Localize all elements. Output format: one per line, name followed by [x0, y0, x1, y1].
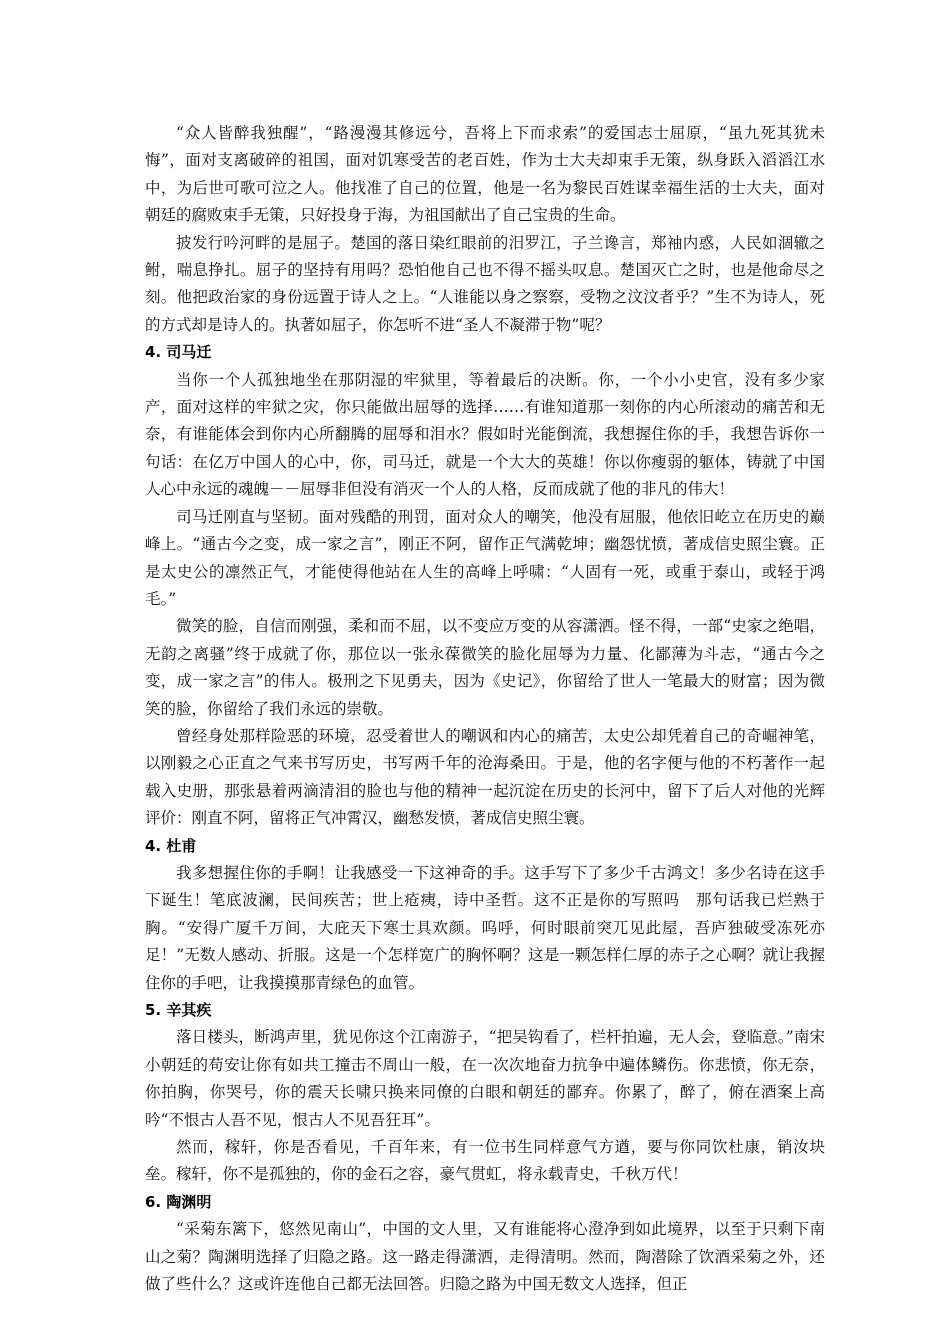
section-heading: 6. 陶渊明	[145, 1192, 212, 1211]
paragraph: 司马迁刚直与坚韧。面对残酷的刑罚，面对众人的嘲笑，他没有屈服，他依旧屹立在历史的巅峰上。“通古今之变，成一家之言”，刚正不阿，留作正气满乾坤；幽怨忧愤，著成信史照尘寰。正是太史公的凛然正气，才能使得他站在人生的高峰上呼啸：“人固有一死，或重于泰山，或轻于鸿毛。”	[145, 507, 825, 608]
section-qu-yuan	[145, 120, 825, 339]
paragraph: 披发行吟河畔的是屈子。楚国的落日染红眼前的汨罗江，子兰谗言，郑袖内惑，人民如涸辙之鲋，喘息挣扎。屈子的坚持有用吗？恐怕他自己也不得不摇头叹息。楚国灭亡之时，也是他命尽之刻。他把政治家的身份远置于诗人之上。“人谁能以身之察察，受物之汶汶者乎？”生不为诗人，死的方式却是诗人的。执著如屈子，你怎听不进“圣人不凝滞于物”呢？	[145, 233, 825, 334]
paragraph: 我多想握住你的手啊！让我感受一下这神奇的手。这手写下了多少千古鸿文！多少名诗在这手下诞生！笔底波澜，民间疾苦；世上疮痍，诗中圣哲。这不正是你的写照吗 那句话我已烂熟于胸。“安得广厦千万间，大庇天下寒士具欢颜。呜呼，何时眼前突兀见此屋，吾庐独破受冻死亦足！”无数人感动、折服。这是一个怎样宽广的胸怀啊？这是一颗怎样仁厚的赤子之心啊？就让我握住你的手吧，让我摸摸那青绿色的血管。	[145, 863, 825, 992]
essay-body	[145, 120, 825, 1298]
paragraph: 当你一个人孤独地坐在那阴湿的牢狱里，等着最后的决断。你，一个小小史官，没有多少家产，面对这样的牢狱之灾，你只能做出屈辱的选择……有谁知道那一刻你的内心所滚动的痛苦和无奈，有谁能体会到你内心所翻腾的屈辱和泪水？假如时光能倒流，我想握住你的手，我想告诉你一句话：在亿万中国人的心中，你，司马迁，就是一个大大的英雄！你以你瘦弱的躯体，铸就了中国人心中永远的魂魄－－屈辱非但没有消灭一个人的人格，反而成就了他的非凡的伟大！	[145, 370, 825, 499]
section-tao-yuanming	[145, 1189, 825, 1299]
paragraph: 曾经身处那样险恶的环境，忍受着世人的嘲讽和内心的痛苦，太史公却凭着自己的奇崛神笔，以刚毅之心正直之气来书写历史，书写两千年的沧海桑田。于是，他的名字便与他的不朽著作一起载入史册，那张悬着两滴清泪的脸也与他的精神一起沉淀在历史的长河中，留下了后人对他的光辉评价：刚直不阿，留将正气冲霄汉，幽愁发愤，著成信史照尘寰。	[145, 726, 825, 828]
paragraph: “采菊东篱下，悠然见南山”，中国的文人里，又有谁能将心澄净到如此境界，以至于只剩下南山之菊？陶渊明选择了归隐之路。这一路走得潇洒，走得清明。然而，陶潜除了饮酒采菊之外，还做了些什么？这或许连他自己都无法回答。归隐之路为中国无数文人选择，但正	[145, 1220, 825, 1294]
section-heading: 4. 司马迁	[145, 343, 212, 362]
paragraph: 微笑的脸，自信而刚强，柔和而不屈，以不变应万变的从容潇洒。怪不得，一部“史家之绝唱，无韵之离骚”终于成就了你，那位以一张永葆微笑的脸化屈辱为力量、化鄙薄为斗志，“通古今之变，成一家之言”的伟人。极刑之下见勇夫，因为《史记》，你留给了世人一笔最大的财富；因为微笑的脸，你留给了我们永远的崇敬。	[145, 617, 825, 718]
section-sima-qian	[145, 339, 825, 832]
paragraph: 然而，稼轩，你是否看见，千百年来，有一位书生同样意气方遒，要与你同饮杜康，销汝块垒。稼轩，你不是孤独的，你的金石之容，豪气贯虹，将永载青史，千秋万代！	[145, 1138, 825, 1184]
section-du-fu	[145, 833, 825, 997]
section-xin-qiji	[145, 997, 825, 1189]
section-heading: 4. 杜甫	[145, 836, 197, 855]
section-heading: 5. 辛其疾	[145, 1001, 212, 1019]
paragraph: “众人皆醉我独醒”，“路漫漫其修远兮，吾将上下而求索”的爱国志士屈原，“虽九死其犹未悔”，面对支离破碎的祖国，面对饥寒受苦的老百姓，作为士大夫却束手无策，纵身跃入滔滔江水中，为后世可歌可泣之人。他找准了自己的位置，他是一名为黎民百姓谋幸福生活的士大夫，面对朝廷的腐败束手无策，只好投身于海，为祖国献出了自己宝贵的生命。	[145, 124, 825, 225]
paragraph: 落日楼头，断鸿声里，犹见你这个江南游子，“把吴钩看了，栏杆拍遍，无人会，登临意。”南宋小朝廷的苟安让你有如共工撞击不周山一般，在一次次地奋力抗争中遍体鳞伤。你悲愤，你无奈，你拍胸，你哭号，你的震天长啸只换来同僚的白眼和朝廷的鄙弃。你累了，醉了，俯在酒案上高吟“不恨古人吾不见，恨古人不见吾狂耳”。	[145, 1028, 825, 1129]
